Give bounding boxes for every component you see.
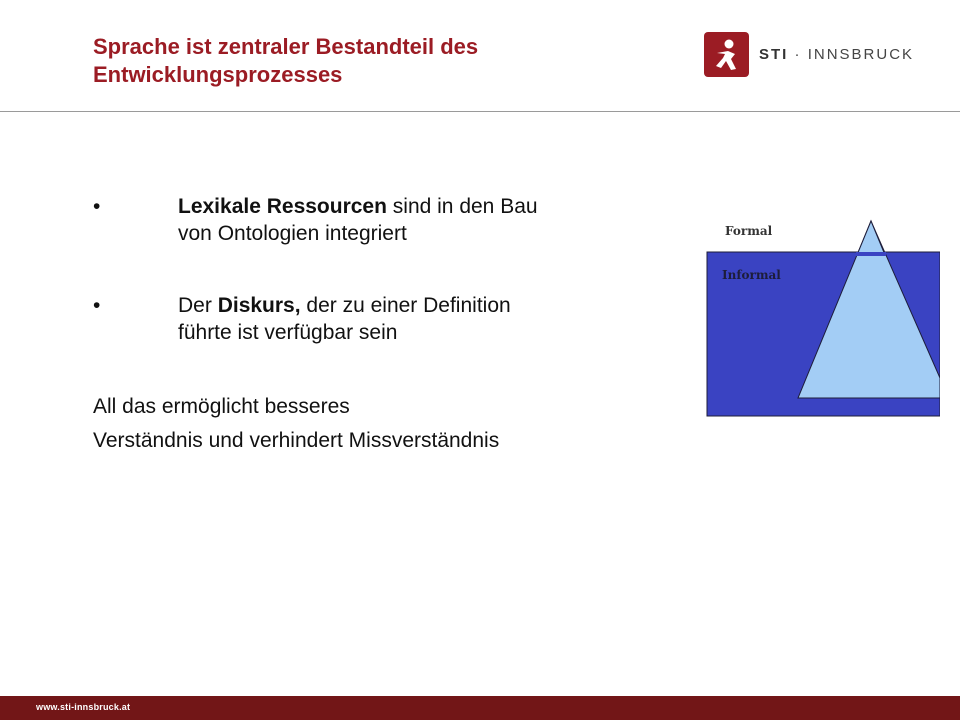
slide-title xyxy=(93,33,673,89)
bullet-marker: • xyxy=(93,195,101,218)
bullet-rest: der zu einer Definition xyxy=(300,294,511,317)
sti-person-icon xyxy=(704,32,749,77)
formal-informal-pyramid xyxy=(700,215,940,420)
boundary-band xyxy=(856,252,886,256)
formal-label: Formal xyxy=(725,224,773,238)
pyramid-tip xyxy=(857,221,885,255)
logo-name-strong: STI xyxy=(759,46,789,63)
logo-name-rest: INNSBRUCK xyxy=(807,46,915,63)
title-line-1: Sprache ist zentraler Bestandteil des xyxy=(93,34,479,59)
header-divider xyxy=(0,111,960,112)
logo-separator: · xyxy=(788,46,808,63)
bullet-bold: Diskurs, xyxy=(217,294,301,317)
bullet-text xyxy=(178,193,648,247)
bullet-line-2: von Ontologien integriert xyxy=(178,222,407,245)
bullet-line-2: führte ist verfügbar sein xyxy=(178,321,398,344)
bullet-rest: sind in den Bau xyxy=(386,195,538,218)
logo-wordmark xyxy=(759,46,914,63)
footer-url[interactable]: www.sti-innsbruck.at xyxy=(36,702,131,712)
paragraph-line-1: All das ermöglicht besseres xyxy=(93,395,350,418)
bullet-prefix: Der xyxy=(178,294,218,317)
bullet-marker: • xyxy=(93,294,101,317)
bullet-bold: Lexikale Ressourcen xyxy=(178,195,387,218)
bullet-text xyxy=(178,292,648,346)
footer-bar xyxy=(0,696,960,720)
informal-label: Informal xyxy=(722,268,781,282)
paragraph-line-2: Verständnis und verhindert Missverständnis xyxy=(93,429,500,452)
title-line-2: Entwicklungsprozesses xyxy=(93,62,343,87)
